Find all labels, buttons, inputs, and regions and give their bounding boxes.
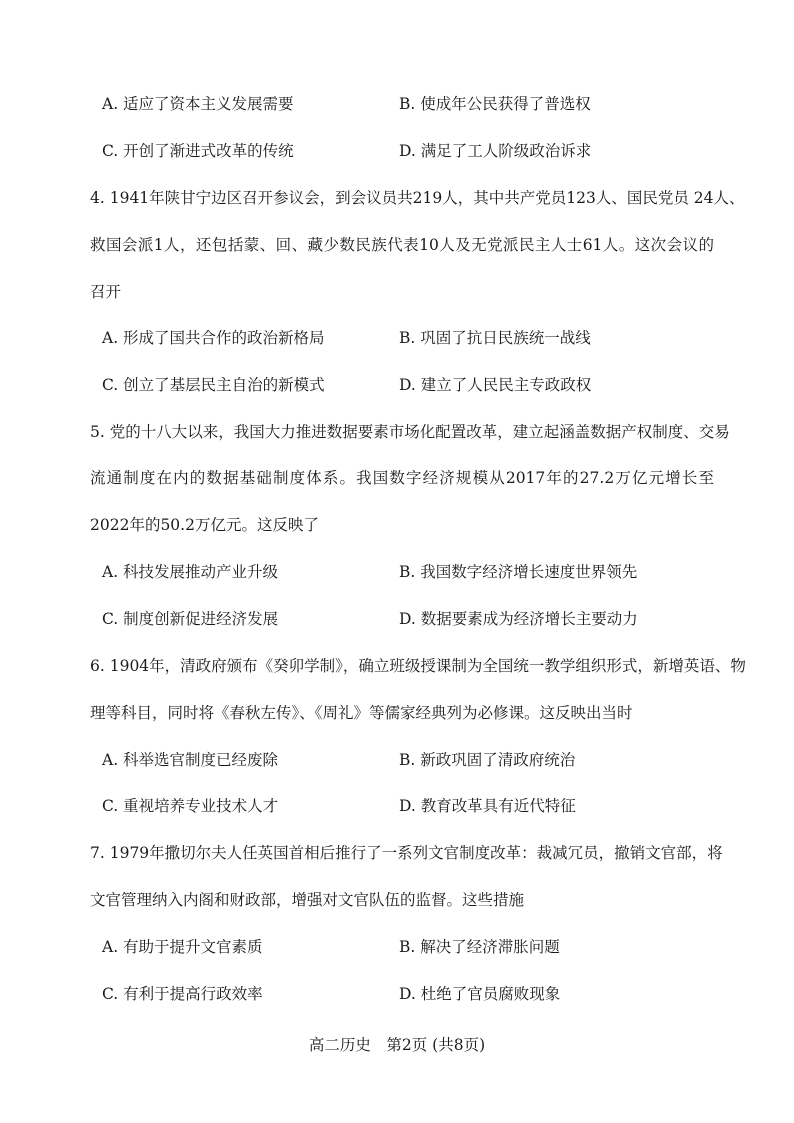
q3-option-d: D. 满足了工人阶级政治诉求	[399, 142, 592, 160]
q7-option-c: C. 有利于提高行政效率	[102, 985, 263, 1003]
q5-option-a: A. 科技发展推动产业升级	[102, 563, 279, 581]
q3-option-c: C. 开创了渐进式改革的传统	[102, 142, 294, 160]
q5-stem-line-1: 5. 党的十八大以来，我国大力推进数据要素市场化配置改革，建立起涵盖数据产权制度、交易	[90, 423, 730, 441]
q4-stem-line-3: 召开	[90, 283, 122, 301]
q5-stem-line-2: 流通制度在内的数据基础制度体系。我国数字经济规模从2017年的27.2万亿元增长至	[90, 469, 714, 487]
q7-stem-line-1: 7. 1979年撒切尔夫人任英国首相后推行了一系列文官制度改革：裁减冗员，撤销文官部，将	[90, 844, 723, 862]
q6-option-b: B. 新政巩固了清政府统治	[399, 751, 576, 769]
q6-option-c: C. 重视培养专业技术人才	[102, 797, 279, 815]
q5-option-c: C. 制度创新促进经济发展	[102, 610, 279, 628]
q5-option-b: B. 我国数字经济增长速度世界领先	[399, 563, 638, 581]
q5-option-d: D. 数据要素成为经济增长主要动力	[399, 610, 638, 628]
q4-stem-line-1: 4. 1941年陕甘宁边区召开参议会，到会议员共219人，其中共产党员123人、国民党员 24人、	[90, 189, 745, 207]
q3-option-b: B. 使成年公民获得了普选权	[399, 95, 591, 113]
q4-option-c: C. 创立了基层民主自治的新模式	[102, 376, 325, 394]
q6-stem-line-1: 6. 1904年，清政府颁布《癸卯学制》，确立班级授课制为全国统一教学组织形式，新增英语、物	[90, 657, 746, 675]
q6-option-a: A. 科举选官制度已经废除	[102, 751, 279, 769]
q7-option-a: A. 有助于提升文官素质	[102, 938, 263, 956]
q7-option-d: D. 杜绝了官员腐败现象	[399, 985, 561, 1003]
q7-stem-line-2: 文官管理纳入内阁和财政部，增强对文官队伍的监督。这些措施	[90, 891, 525, 909]
q4-option-b: B. 巩固了抗日民族统一战线	[399, 329, 591, 347]
page-footer: 高二历史 第2页 (共8页)	[308, 1036, 486, 1054]
q7-option-b: B. 解决了经济滞胀问题	[399, 938, 560, 956]
q6-stem-line-2: 理等科目，同时将《春秋左传》、《周礼》等儒家经典列为必修课。这反映出当时	[90, 704, 633, 722]
q5-stem-line-3: 2022年的50.2万亿元。这反映了	[90, 516, 319, 534]
q4-option-a: A. 形成了国共合作的政治新格局	[102, 329, 325, 347]
q4-option-d: D. 建立了人民民主专政政权	[399, 376, 592, 394]
q4-stem-line-2: 救国会派1人，还包括蒙、回、藏少数民族代表10人及无党派民主人士61人。这次会议的	[90, 236, 714, 254]
q6-option-d: D. 教育改革具有近代特征	[399, 797, 576, 815]
q3-option-a: A. 适应了资本主义发展需要	[102, 95, 294, 113]
